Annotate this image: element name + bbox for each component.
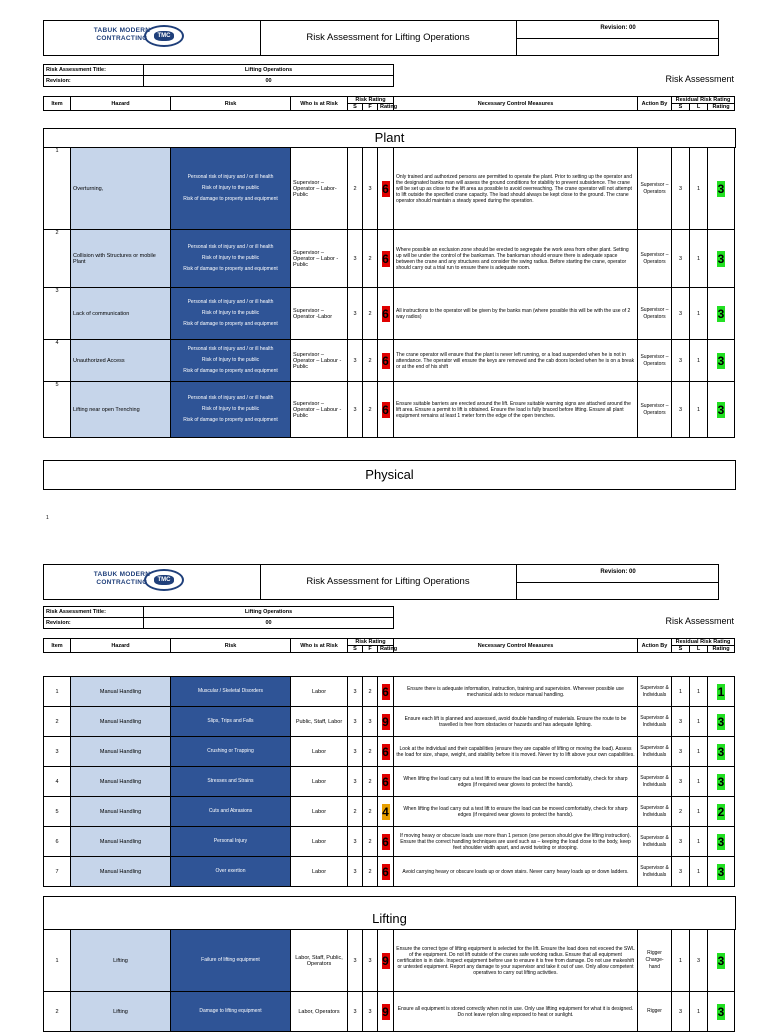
row-res-s: 3	[672, 857, 690, 887]
document-title-2: Risk Assessment for Lifting Operations	[306, 576, 470, 587]
row-frequency: 2	[363, 230, 378, 288]
row-res-l: 1	[690, 340, 708, 382]
row-severity: 3	[348, 992, 363, 1032]
row-item: 5	[44, 797, 71, 827]
row-item: 5	[44, 382, 71, 438]
section-plant: Plant	[43, 128, 736, 148]
risk-line: Personal risk of injury and / or ill health	[187, 299, 274, 305]
row-res-rating-value: 2	[717, 804, 725, 819]
row-who: Labor	[291, 827, 348, 857]
row-action: Supervisor & Individuals	[638, 677, 672, 707]
row-who: Labor, Staff, Public, Operators	[291, 930, 348, 992]
page-1	[43, 20, 734, 490]
row-risk: Slips, Trips and Falls	[171, 707, 291, 737]
row-res-s: 3	[672, 767, 690, 797]
row-res-rating	[708, 930, 735, 992]
row-res-l: 3	[690, 930, 708, 992]
row-res-rating	[708, 707, 735, 737]
info-table-2: Risk Assessment Title: Lifting Operations Revision: 00	[43, 606, 394, 629]
row-risk: Over exertion	[171, 857, 291, 887]
row-who: Labor	[291, 737, 348, 767]
row-who: Labor	[291, 767, 348, 797]
row-res-l: 1	[690, 382, 708, 438]
table-row	[44, 148, 735, 230]
row-action: Supervisor – Operators	[638, 148, 672, 230]
risk-assessment-label: Risk Assessment	[665, 74, 734, 84]
row-rating-value: 4	[382, 804, 389, 819]
row-severity: 3	[348, 382, 363, 438]
row-res-l: 1	[690, 827, 708, 857]
row-action: Supervisor & Individuals	[638, 857, 672, 887]
row-res-rating	[708, 288, 735, 340]
risk-assessment-label-2: Risk Assessment	[665, 616, 734, 626]
risk-line: Risk of Injury to the public	[201, 255, 260, 261]
row-rating	[378, 797, 394, 827]
row-res-s: 3	[672, 992, 690, 1032]
row-action: Supervisor – Operators	[638, 340, 672, 382]
table-row	[44, 857, 735, 887]
row-res-l: 1	[690, 677, 708, 707]
row-res-s: 1	[672, 930, 690, 992]
row-rating-value: 6	[382, 402, 389, 417]
row-rating-value: 9	[382, 714, 389, 729]
row-res-rating-value: 3	[717, 744, 725, 759]
logo-mark-icon: TMC	[144, 25, 184, 47]
row-item: 2	[44, 707, 71, 737]
row-who: Supervisor – Operator -Labor	[291, 288, 348, 340]
row-rating-value: 6	[382, 774, 389, 789]
row-control: Only trained and authorized persons are permitted to operate the plant. Prior to setting up the operator and the designated banks man will assess the ground conditions for stability to prevent subsidence. The crane will be set up as close to the lift area as possible to avoid overreaching. The crane operator will not attempt to lift outside the specified crane capacity. The load should always be kept close to the ground. The crane operator should maintain a steady speed during the operation.	[394, 148, 638, 230]
row-res-rating	[708, 767, 735, 797]
table-row	[44, 340, 735, 382]
section-lifting: Lifting	[43, 896, 736, 930]
row-res-l: 1	[690, 857, 708, 887]
row-action: Supervisor – Operators	[638, 382, 672, 438]
row-frequency: 3	[363, 707, 378, 737]
risk-line: Risk of damage to property and equipment	[183, 321, 278, 327]
row-res-rating	[708, 992, 735, 1032]
row-res-l: 1	[690, 737, 708, 767]
risk-line: Risk of damage to property and equipment	[183, 368, 278, 374]
row-control: When lifting the load carry out a test lift to ensure the load can be moved comfortably, check for sharp edges (if required wear gloves to protect the hands).	[394, 797, 638, 827]
row-hazard: Manual Handling	[71, 737, 171, 767]
row-control: Ensure all equipment is stored correctly when not in use. Only use lifting equipment for what it is designed. Do not leave nylon sling exposed to heat or sunlight.	[394, 992, 638, 1032]
row-res-rating-value: 3	[717, 864, 725, 879]
row-control: Ensure there is adequate information, instruction, training and supervision. Wherever possible use mechanical aids to reduce manual handling.	[394, 677, 638, 707]
row-risk: Personal Injury	[171, 827, 291, 857]
row-res-rating-value: 3	[717, 834, 725, 849]
row-res-s: 3	[672, 340, 690, 382]
row-rating	[378, 288, 394, 340]
row-res-rating	[708, 737, 735, 767]
row-control: Avoid carrying heavy or obscure loads up or down stairs. Never carry heavy loads up or down ladders.	[394, 857, 638, 887]
row-hazard: Manual Handling	[71, 707, 171, 737]
row-frequency: 3	[363, 992, 378, 1032]
row-res-rating-value: 3	[717, 1004, 725, 1019]
row-item: 4	[44, 340, 71, 382]
risk-line: Risk of Injury to the public	[201, 406, 260, 412]
row-res-rating-value: 3	[717, 953, 725, 968]
row-severity: 3	[348, 677, 363, 707]
row-risk	[171, 340, 291, 382]
row-frequency: 2	[363, 382, 378, 438]
row-who: Supervisor – Operator – Labour -Public	[291, 382, 348, 438]
col-control: Necessary Control Measures	[394, 97, 638, 111]
col-action-by: Action By	[638, 97, 672, 111]
risk-line: Risk of damage to property and equipment	[183, 417, 278, 423]
row-res-l: 1	[690, 767, 708, 797]
manual-handling-table	[43, 676, 735, 887]
row-frequency: 3	[363, 930, 378, 992]
row-item: 2	[44, 230, 71, 288]
risk-line: Risk of damage to property and equipment	[183, 196, 278, 202]
row-control: Look at the individual and their capabilities (ensure they are capable of lifting or moving the load). Assess the load for size, shape, weight, and stability before it is moved. Never try to lift above your own capabilities.	[394, 737, 638, 767]
row-action: Rigger	[638, 992, 672, 1032]
row-res-rating	[708, 677, 735, 707]
row-risk: Crushing or Trapping	[171, 737, 291, 767]
row-res-s: 2	[672, 797, 690, 827]
row-rating-value: 9	[382, 953, 389, 968]
row-frequency: 2	[363, 340, 378, 382]
row-res-rating-value: 3	[717, 714, 725, 729]
row-frequency: 2	[363, 827, 378, 857]
row-item: 3	[44, 737, 71, 767]
row-hazard: Manual Handling	[71, 857, 171, 887]
row-rating-value: 6	[382, 834, 389, 849]
row-control: Ensure each lift is planned and assessed, avoid double handling of materials. Ensure the route to be travelled is free from obstacles or hazards and has adequate lighting.	[394, 707, 638, 737]
row-severity: 3	[348, 288, 363, 340]
table-row	[44, 288, 735, 340]
risk-line: Risk of damage to property and equipment	[183, 266, 278, 272]
row-who: Labor	[291, 857, 348, 887]
row-item: 1	[44, 930, 71, 992]
row-who: Labor	[291, 677, 348, 707]
row-who: Labor, Operators	[291, 992, 348, 1032]
row-control: If moving heavy or obscure loads use more than 1 person (one person should give the lifting instruction). Ensure that the correct handling techniques are used such as – keeping the load close to the body, keep feet shoulder width apart, and avoid twisting or stooping.	[394, 827, 638, 857]
row-who: Labor	[291, 797, 348, 827]
row-res-rating	[708, 827, 735, 857]
row-action: Supervisor – Operators	[638, 288, 672, 340]
risk-line: Personal risk of injury and / or ill health	[187, 346, 274, 352]
row-frequency: 2	[363, 797, 378, 827]
risk-line: Personal risk of injury and / or ill health	[187, 244, 274, 250]
row-rating	[378, 382, 394, 438]
column-headers: Item Hazard Risk Who is at Risk Risk Rating Necessary Control Measures Action By Residual Risk Rating S F Rating S L Rating	[43, 96, 735, 111]
row-res-rating-value: 1	[717, 684, 725, 699]
risk-line: Risk of Injury to the public	[201, 310, 260, 316]
col-who: Who is at Risk	[291, 97, 348, 111]
row-risk: Muscular / Skeletal Disorders	[171, 677, 291, 707]
row-severity: 3	[348, 737, 363, 767]
row-frequency: 2	[363, 737, 378, 767]
row-res-s: 3	[672, 827, 690, 857]
row-control: When lifting the load carry out a test lift to ensure the load can be moved comfortably, check for sharp edges (if required wear gloves to protect the hands).	[394, 767, 638, 797]
revision-value: 00	[144, 76, 394, 87]
table-row	[44, 737, 735, 767]
row-res-l: 1	[690, 230, 708, 288]
table-row	[44, 230, 735, 288]
table-row	[44, 707, 735, 737]
row-hazard: Collision with Structures or mobile Plant	[71, 230, 171, 288]
row-severity: 2	[348, 797, 363, 827]
column-headers-2: Item Hazard Risk Who is at Risk Risk Rating Necessary Control Measures Action By Residual Risk Rating S F Rating S L Rating	[43, 638, 735, 653]
info-table	[43, 64, 394, 87]
table-row	[44, 827, 735, 857]
row-frequency: 3	[363, 148, 378, 230]
row-risk: Stresses and Strains	[171, 767, 291, 797]
row-res-rating	[708, 857, 735, 887]
plant-table	[43, 147, 735, 438]
row-res-s: 3	[672, 148, 690, 230]
revision-label-2: Revision: 00	[516, 565, 719, 583]
row-rating-value: 6	[382, 181, 389, 196]
row-res-l: 1	[690, 707, 708, 737]
col-hazard: Hazard	[71, 97, 171, 111]
row-hazard: Lifting	[71, 992, 171, 1032]
revision-label-info: Revision:	[44, 76, 144, 87]
row-rating	[378, 930, 394, 992]
logo-text-1: TABUK MODERN	[93, 27, 151, 34]
row-severity: 3	[348, 767, 363, 797]
table-row	[44, 767, 735, 797]
row-severity: 3	[348, 930, 363, 992]
row-control: Where possible an exclusion zone should be erected to segregate the work area from other plant. Setting up will be under the control of the banksman. The banksman should ensure there is adequate space between the crane and any structures and consider the swing radius. Before starting the crane, operator should carry out a trial run to ensure there is adequate room.	[394, 230, 638, 288]
row-res-s: 3	[672, 382, 690, 438]
row-rating-value: 6	[382, 684, 389, 699]
row-severity: 3	[348, 827, 363, 857]
company-logo	[44, 21, 261, 55]
row-risk	[171, 148, 291, 230]
col-risk-rating: Risk Rating	[348, 97, 394, 104]
company-logo-2: TABUK MODERN CONTRACTING TMC	[44, 565, 261, 599]
document-title: Risk Assessment for Lifting Operations	[306, 32, 470, 43]
row-rating	[378, 148, 394, 230]
logo-mark-icon: TMC	[144, 569, 184, 591]
row-risk: Cuts and Abrasions	[171, 797, 291, 827]
row-item: 7	[44, 857, 71, 887]
row-res-rating	[708, 148, 735, 230]
row-res-l: 1	[690, 288, 708, 340]
row-rating	[378, 677, 394, 707]
row-who: Supervisor – Operator – Labour -Public	[291, 340, 348, 382]
col-item: Item	[44, 97, 71, 111]
row-res-s: 1	[672, 677, 690, 707]
table-row	[44, 930, 735, 992]
row-hazard: Lifting near open Trenching	[71, 382, 171, 438]
row-res-rating	[708, 797, 735, 827]
title-label: Risk Assessment Title:	[44, 65, 144, 76]
row-res-l: 1	[690, 148, 708, 230]
page-header-2	[43, 564, 719, 600]
row-rating-value: 6	[382, 306, 389, 321]
row-rating	[378, 767, 394, 797]
revision-label: Revision: 00	[516, 21, 719, 39]
row-action: Supervisor & Individuals	[638, 737, 672, 767]
row-frequency: 2	[363, 857, 378, 887]
row-rating	[378, 827, 394, 857]
row-res-l: 1	[690, 797, 708, 827]
row-item: 1	[44, 677, 71, 707]
col-risk: Risk	[171, 97, 291, 111]
row-control: The crane operator will ensure that the plant is never left running, or a load suspended when he is not in attendance. The operator will ensure the keys are removed and the cab doors locked when he is on a break or at the end of his shift	[394, 340, 638, 382]
row-rating-value: 6	[382, 353, 389, 368]
footnote-mark: 1	[46, 515, 49, 521]
row-res-rating	[708, 230, 735, 288]
row-rating-value: 6	[382, 251, 389, 266]
row-risk: Failure of lifting equipment	[171, 930, 291, 992]
row-hazard: Unauthorized Access	[71, 340, 171, 382]
table-row	[44, 992, 735, 1032]
row-res-s: 3	[672, 707, 690, 737]
row-rating-value: 6	[382, 864, 389, 879]
row-control: Ensure the correct type of lifting equipment is selected for the lift. Ensure the load does not exceed the SWL of the equipment. Do not lift outside of the cranes safe working radius. Ensure that all equipment certification is in date. Inspect equipment before use to ensure it is free from damage. Do not use makeshift or untested equipment. Report any damage to your supervisor and take it out of use. Only allow competent operatives to carry out lifting activities.	[394, 930, 638, 992]
row-res-rating-value: 3	[717, 774, 725, 789]
row-item: 3	[44, 288, 71, 340]
row-res-s: 3	[672, 737, 690, 767]
risk-line: Risk of Injury to the public	[201, 185, 260, 191]
row-risk	[171, 230, 291, 288]
row-risk	[171, 382, 291, 438]
row-risk	[171, 288, 291, 340]
row-res-s: 3	[672, 288, 690, 340]
row-action: Supervisor & Individuals	[638, 797, 672, 827]
row-res-rating-value: 3	[717, 402, 725, 417]
section-physical: Physical	[43, 460, 736, 490]
row-control: All instructions to the operator will be given by the banks man (where possible this will be with the use of 2 way radios)	[394, 288, 638, 340]
row-severity: 3	[348, 340, 363, 382]
row-who: Supervisor – Operator – Labor - Public	[291, 230, 348, 288]
row-severity: 2	[348, 148, 363, 230]
row-rating	[378, 230, 394, 288]
logo-text-2: CONTRACTING	[96, 35, 148, 42]
col-residual: Residual Risk Rating	[672, 97, 735, 104]
risk-line: Personal risk of injury and / or ill health	[187, 174, 274, 180]
row-frequency: 2	[363, 677, 378, 707]
row-frequency: 2	[363, 767, 378, 797]
row-action: Rigger Charge-hand	[638, 930, 672, 992]
row-rating-value: 6	[382, 744, 389, 759]
row-rating	[378, 340, 394, 382]
table-row	[44, 382, 735, 438]
risk-line: Risk of Injury to the public	[201, 357, 260, 363]
row-res-l: 1	[690, 992, 708, 1032]
row-rating	[378, 737, 394, 767]
row-res-rating-value: 3	[717, 306, 725, 321]
row-hazard: Manual Handling	[71, 677, 171, 707]
table-row	[44, 797, 735, 827]
row-action: Supervisor – Operators	[638, 230, 672, 288]
title-value: Lifting Operations	[144, 65, 394, 76]
risk-line: Personal risk of injury and / or ill health	[187, 395, 274, 401]
row-frequency: 2	[363, 288, 378, 340]
row-res-s: 3	[672, 230, 690, 288]
row-res-rating-value: 3	[717, 353, 725, 368]
row-res-rating-value: 3	[717, 181, 725, 196]
row-who: Supervisor – Operator – Labor-Public	[291, 148, 348, 230]
row-item: 1	[44, 148, 71, 230]
row-hazard: Manual Handling	[71, 827, 171, 857]
row-hazard: Manual Handling	[71, 767, 171, 797]
row-hazard: Manual Handling	[71, 797, 171, 827]
table-row	[44, 677, 735, 707]
row-control: Ensure suitable barriers are erected around the lift. Ensure suitable warning signs are attached around the lift area. Ensure a permit to lift is obtained. Ensure the load is fully braced before lifting. Ensure all plant equipment remains at least 1 meter form the edge of the open trenches.	[394, 382, 638, 438]
row-hazard: Overturning,	[71, 148, 171, 230]
row-action: Supervisor & Individuals	[638, 767, 672, 797]
row-item: 6	[44, 827, 71, 857]
row-hazard: Lifting	[71, 930, 171, 992]
row-hazard: Lack of communication	[71, 288, 171, 340]
row-res-rating-value: 3	[717, 251, 725, 266]
page-header	[43, 20, 719, 56]
lifting-table	[43, 929, 735, 1032]
row-rating	[378, 992, 394, 1032]
row-who: Public, Staff, Labor	[291, 707, 348, 737]
row-action: Supervisor & Individuals	[638, 827, 672, 857]
page-2	[43, 564, 734, 1024]
row-action: Supervisor & Individuals	[638, 707, 672, 737]
row-severity: 3	[348, 707, 363, 737]
row-risk: Damage to lifting equipment	[171, 992, 291, 1032]
row-item: 2	[44, 992, 71, 1032]
row-res-rating	[708, 382, 735, 438]
row-item: 4	[44, 767, 71, 797]
row-rating	[378, 707, 394, 737]
row-res-rating	[708, 340, 735, 382]
row-severity: 3	[348, 857, 363, 887]
row-severity: 3	[348, 230, 363, 288]
row-rating-value: 9	[382, 1004, 389, 1019]
row-rating	[378, 857, 394, 887]
